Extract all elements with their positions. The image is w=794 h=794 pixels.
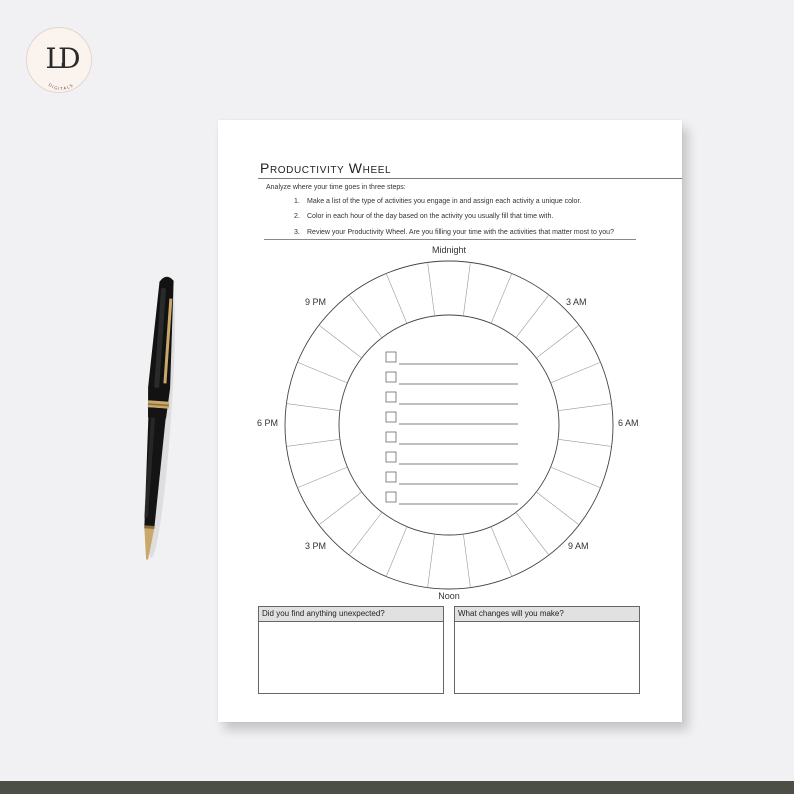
hour-segment-divider: [463, 534, 470, 588]
logo-brand-text: DIGITALS: [47, 82, 75, 92]
step-item: 2. Color in each hour of the day based on the activity you usually fill that time with.: [294, 213, 554, 221]
hour-segment-divider: [558, 404, 612, 411]
activity-checkbox[interactable]: [386, 412, 396, 422]
wheel-outer-ring: [285, 261, 613, 589]
hour-segment-divider: [491, 273, 512, 323]
hour-segment-divider: [491, 527, 512, 577]
wheel-segments: [286, 262, 611, 587]
step-item: 3. Review your Productivity Wheel. Are you filling your time with the activities that matter most to you?: [294, 228, 614, 236]
activity-checkbox[interactable]: [386, 372, 396, 382]
wheel-inner-ring: [339, 315, 559, 535]
hour-segment-divider: [558, 439, 612, 446]
activity-checkbox[interactable]: [386, 432, 396, 442]
activity-checkbox[interactable]: [386, 352, 396, 362]
logo-letters: LD: [45, 42, 75, 75]
brand-logo: [26, 27, 92, 93]
hour-segment-divider: [551, 467, 601, 488]
label-6pm: 6 PM: [256, 418, 278, 428]
hour-segment-divider: [286, 404, 340, 411]
page-title: Productivity Wheel: [260, 160, 392, 176]
label-3pm: 3 PM: [304, 541, 326, 551]
activity-checkbox[interactable]: [386, 472, 396, 482]
hour-segment-divider: [428, 262, 435, 316]
hour-segment-divider: [319, 492, 362, 525]
hour-segment-divider: [551, 362, 601, 383]
hour-segment-divider: [463, 262, 470, 316]
label-midnight: Midnight: [431, 245, 467, 255]
question-box-unexpected[interactable]: [258, 606, 444, 694]
activity-checkbox[interactable]: [386, 452, 396, 462]
activity-checkbox[interactable]: [386, 492, 396, 502]
label-9pm: 9 PM: [304, 297, 326, 307]
hour-segment-divider: [536, 325, 579, 358]
hour-segment-divider: [536, 492, 579, 525]
label-9am: 9 AM: [568, 541, 589, 551]
label-noon: Noon: [438, 591, 460, 601]
worksheet-page: [218, 120, 682, 722]
label-6am: 6 AM: [618, 418, 639, 428]
step-item: 1. Make a list of the type of activities you engage in and assign each activity a unique color.: [294, 198, 582, 205]
hour-segment-divider: [386, 273, 407, 323]
hour-segment-divider: [386, 527, 407, 577]
question-heading: What changes will you make?: [455, 607, 639, 622]
bottom-bar: [0, 781, 794, 794]
hour-segment-divider: [297, 467, 347, 488]
hour-segment-divider: [349, 295, 382, 338]
hour-segment-divider: [297, 362, 347, 383]
question-box-changes[interactable]: [454, 606, 640, 694]
hour-segment-divider: [516, 295, 549, 338]
activity-checkbox[interactable]: [386, 392, 396, 402]
hour-segment-divider: [286, 439, 340, 446]
hour-segment-divider: [349, 512, 382, 555]
question-heading: Did you find anything unexpected?: [259, 607, 443, 622]
svg-text:DIGITALS: [48, 82, 75, 91]
intro-text: Analyze where your time goes in three steps:: [266, 184, 406, 191]
hour-segment-divider: [428, 534, 435, 588]
pen-icon: [128, 268, 188, 568]
activity-checklist: [386, 352, 518, 504]
hour-segment-divider: [516, 512, 549, 555]
label-3am: 3 AM: [566, 297, 587, 307]
hour-segment-divider: [319, 325, 362, 358]
